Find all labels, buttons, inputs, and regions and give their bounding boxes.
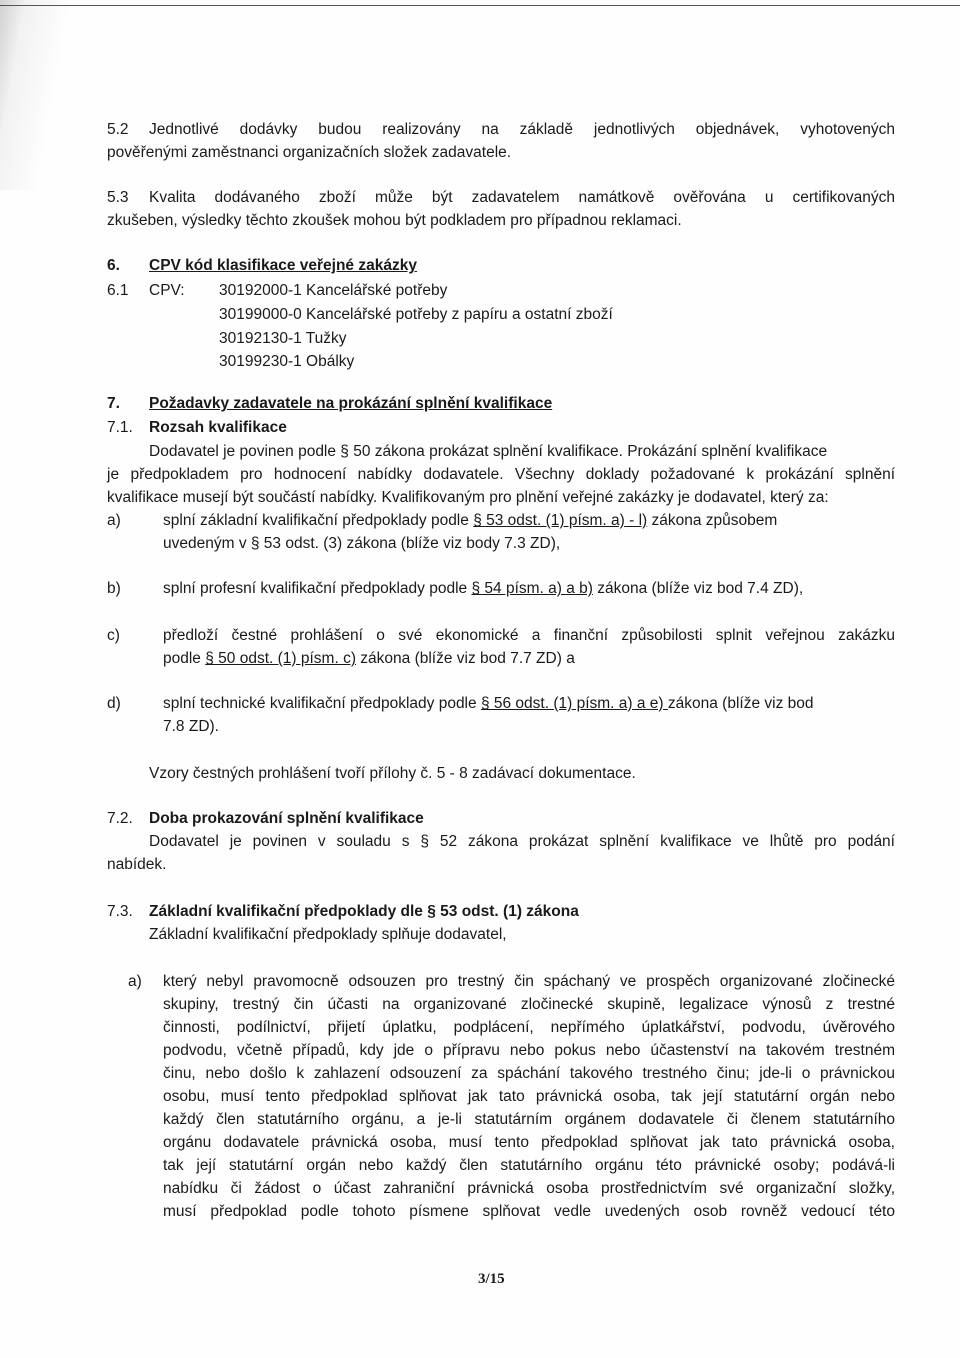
section-7-3-title: Základní kvalifikační předpoklady dle § 53 odst. (1) zákona	[149, 903, 579, 920]
cpv-code-4: 30199230-1 Obálky	[219, 353, 355, 370]
item-d-line2: 7.8 ZD).	[163, 718, 219, 735]
item-d-marker: d)	[107, 695, 121, 712]
item-b-line1: splní profesní kvalifikační předpoklady podle § 54 písm. a) a b) zákona (blíže viz bod 7.4 ZD),	[163, 580, 804, 597]
section-7-3-a-line3: činnosti, podílnictví, přijetí úplatku, podplácení, nepřímého úplatkářství, podvodu, úvěrového	[163, 1019, 895, 1036]
item-c-line1: předloží čestné prohlášení o své ekonomické a finanční způsobilosti splnit veřejnou zakázku	[163, 627, 895, 644]
item-a-marker: a)	[107, 512, 121, 529]
section-6-number: 6.	[107, 257, 120, 274]
section-7-3-item-a-marker: a)	[128, 973, 142, 990]
section-5-3-line1: Kvalita dodávaného zboží může být zadavatelem namátkově ověřována u certifikovaných	[149, 189, 895, 206]
section-7-3-number: 7.3.	[107, 903, 133, 920]
section-7-3-a-line6: osobu, musí tento předpoklad splňovat jak tato právnická osoba, tak její statutární orgán nebo	[163, 1088, 895, 1105]
section-7-3-a-line7: každý člen statutárního orgánu, a je-li statutárním orgánem dodavatele či členem statutárního	[163, 1111, 895, 1128]
law-ref-56: § 56 odst. (1) písm. a) a e)	[480, 695, 668, 712]
section-7-1-para-line1: Dodavatel je povinen podle § 50 zákona prokázat splnění kvalifikace. Prokázání splnění kvalifikace	[149, 443, 828, 460]
section-7-3-intro: Základní kvalifikační předpoklady splňuje dodavatel,	[149, 926, 507, 943]
section-7-2-number: 7.2.	[107, 810, 133, 827]
section-7-3-a-line8: orgánu dodavatele právnická osoba, musí tento předpoklad splňovat jak tato právnická osoba,	[163, 1134, 895, 1151]
section-7-2-line2: nabídek.	[107, 856, 167, 873]
item-a-line2: uvedeným v § 53 odst. (3) zákona (blíže viz body 7.3 ZD),	[163, 535, 561, 552]
section-7-2-line1: Dodavatel je povinen v souladu s § 52 zákona prokázat splnění kvalifikace ve lhůtě pro podání	[149, 833, 895, 850]
section-6-1-number: 6.1	[107, 282, 129, 299]
section-7-3-a-line9: tak její statutární orgán nebo každý člen statutárního orgánu této právnické osoby; podává-li	[163, 1157, 895, 1174]
section-7-title: Požadavky zadavatele na prokázání splnění kvalifikace	[149, 395, 553, 412]
cpv-code-3: 30192130-1 Tužky	[219, 330, 347, 347]
section-7-1-para-line2: je předpokladem pro hodnocení nabídky dodavatele. Všechny doklady požadované k prokázání splnění	[107, 466, 895, 483]
item-c-line2: podle § 50 odst. (1) písm. c) zákona (blíže viz bod 7.7 ZD) a	[163, 650, 575, 667]
section-7-1-number: 7.1.	[107, 419, 133, 436]
section-5-2-line1: Jednotlivé dodávky budou realizovány na základě jednotlivých objednávek, vyhotovených	[149, 121, 895, 138]
section-5-3-number: 5.3	[107, 189, 129, 206]
section-7-3-a-line1: který nebyl pravomocně odsouzen pro trestný čin spáchaný ve prospěch organizované zločinecké	[163, 973, 895, 990]
section-6-title: CPV kód klasifikace veřejné zakázky	[149, 257, 417, 274]
section-5-2-number: 5.2	[107, 121, 129, 138]
item-b-marker: b)	[107, 580, 121, 597]
scan-top-edge	[0, 0, 960, 10]
law-ref-54: § 54 písm. a) a b)	[471, 580, 593, 597]
section-7-number: 7.	[107, 395, 120, 412]
cpv-code-2: 30199000-0 Kancelářské potřeby z papíru a ostatní zboží	[219, 306, 613, 323]
section-7-3-a-line4: podvodu, včetně případů, kdy jde o přípravu nebo pokus nebo účastenství na takovém trestném	[163, 1042, 895, 1059]
item-d-line1: splní technické kvalifikační předpoklady podle § 56 odst. (1) písm. a) a e) zákona (blíže viz bod	[163, 695, 814, 712]
scan-shadow	[0, 0, 70, 190]
section-7-3-a-line2: skupiny, trestný čin účasti na organizované zločinecké skupině, legalizace výnosů z trestné	[163, 996, 895, 1013]
page-number: 3/15	[478, 1271, 505, 1287]
templates-note: Vzory čestných prohlášení tvoří přílohy č. 5 - 8 zadávací dokumentace.	[149, 765, 636, 782]
item-a-line1: splní základní kvalifikační předpoklady podle § 53 odst. (1) písm. a) - l) zákona způsobem	[163, 512, 778, 529]
law-ref-50: § 50 odst. (1) písm. c)	[205, 650, 356, 667]
law-ref-53: § 53 odst. (1) písm. a) - l)	[473, 512, 648, 529]
section-7-3-a-line10: nabídku či žádost o účast zahraniční právnická osoba prostřednictvím své organizační složky,	[163, 1180, 895, 1197]
item-c-marker: c)	[107, 627, 120, 644]
section-7-1-title: Rozsah kvalifikace	[149, 419, 287, 436]
section-5-3-line2: zkušeben, výsledky těchto zkoušek mohou být podkladem pro případnou reklamaci.	[107, 212, 682, 229]
section-5-2-line2: pověřenými zaměstnanci organizačních složek zadavatele.	[107, 144, 512, 161]
cpv-code-1: 30192000-1 Kancelářské potřeby	[219, 282, 448, 299]
section-7-3-a-line11: musí předpoklad podle tohoto písmene splňovat vedle uvedených osob rovněž vedoucí této	[163, 1203, 895, 1220]
section-7-1-para-line3: kvalifikace musejí být součástí nabídky. Kvalifikovaným pro plnění veřejné zakázky je dodavatel, který za:	[107, 489, 829, 506]
cpv-label: CPV:	[149, 282, 185, 299]
section-7-3-a-line5: činu, nebo došlo k zahlazení odsouzení za spáchání takového trestného činu; jde-li o právnickou	[163, 1065, 895, 1082]
section-7-2-title: Doba prokazování splnění kvalifikace	[149, 810, 424, 827]
